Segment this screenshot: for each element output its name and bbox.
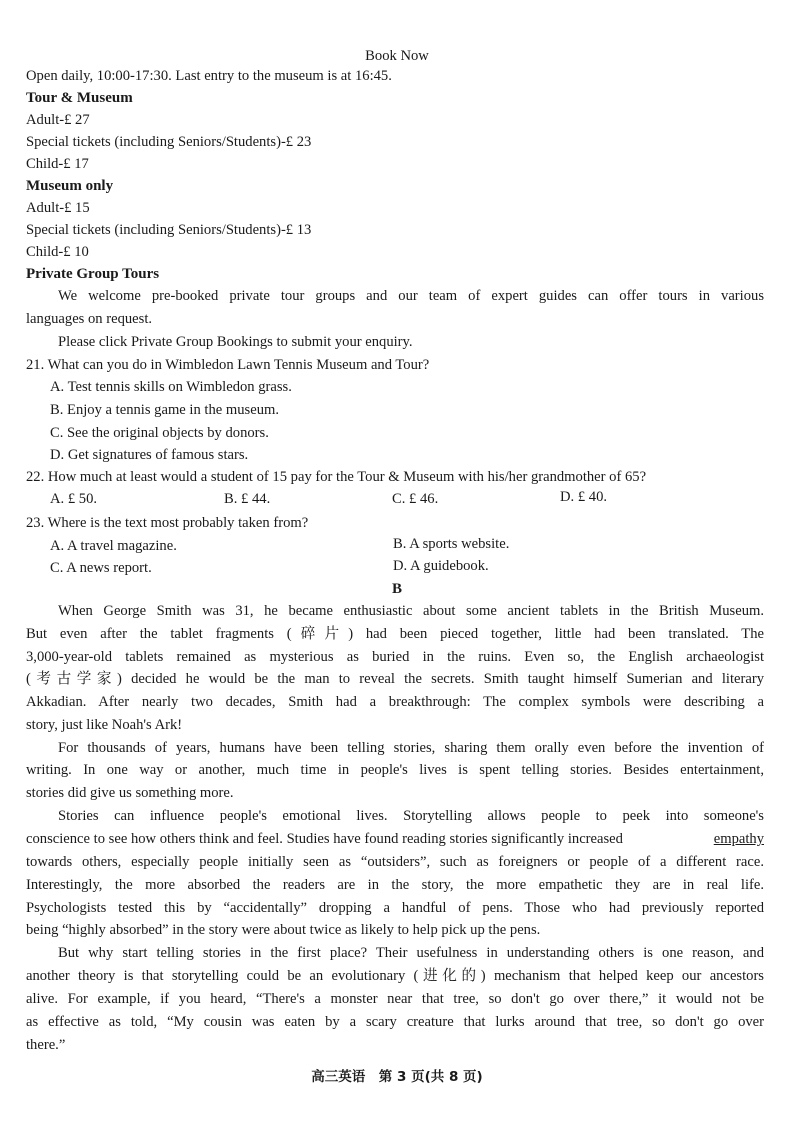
tour-special-price: Special tickets (including Seniors/Students)-£ 23 xyxy=(26,134,312,150)
passage-line: as effective as told, “My cousin was eaten by a scary creature that lurks around that tree, so don't go over xyxy=(26,1014,764,1030)
page-header-title: Book Now xyxy=(365,48,429,64)
private-tours-text-line: We welcome pre-booked private tour groups and our team of expert guides can offer tours in various xyxy=(58,288,764,304)
question-21-option-a: A. Test tennis skills on Wimbledon grass. xyxy=(50,379,292,395)
museum-special-price: Special tickets (including Seniors/Students)-£ 13 xyxy=(26,222,312,238)
question-22-option-b: B. £ 44. xyxy=(224,491,271,507)
question-22-option-d: D. £ 40. xyxy=(560,489,608,505)
passage-line: Interestingly, the more absorbed the readers are in the story, the more empathetic they are in real life. xyxy=(26,877,764,893)
passage-line: stories did give us something more. xyxy=(26,785,234,801)
question-21-option-b: B. Enjoy a tennis game in the museum. xyxy=(50,402,280,418)
private-tours-heading: Private Group Tours xyxy=(26,266,160,282)
question-23-option-c: C. A news report. xyxy=(50,560,152,576)
passage-line: 3,000-year-old tablets remained as mysterious as buried in the ruins. Even so, the English archaeologist xyxy=(26,649,764,665)
private-tours-enquiry: Please click Private Group Bookings to submit your enquiry. xyxy=(58,334,413,350)
museum-child-price: Child-£ 10 xyxy=(26,244,89,260)
question-22-stem: 22. How much at least would a student of 15 pay for the Tour & Museum with his/her grandmother of 65? xyxy=(26,469,647,485)
passage-line: Stories can influence people's emotional lives. Storytelling allows people to peek into someone's xyxy=(58,808,764,824)
passage-line: being “highly absorbed” in the story were about twice as likely to help pick up the pens. xyxy=(26,922,541,938)
private-tours-text-line: languages on request. xyxy=(26,311,153,327)
passage-line: But even after the tablet fragments (碎片) had been pieced together, little had been translated. The xyxy=(26,626,764,642)
section-b-label: B xyxy=(391,581,402,597)
question-23-option-d: D. A guidebook. xyxy=(393,558,489,574)
passage-line: For thousands of years, humans have been telling stories, sharing them orally even before the invention of xyxy=(58,740,764,756)
page-footer: 高三英语 第 3 页(共 8 页) xyxy=(311,1069,483,1085)
passage-line: there.” xyxy=(26,1037,66,1053)
passage-line: another theory is that storytelling could be an evolutionary (进化的) mechanism that helped keep our ancestors xyxy=(26,968,764,984)
passage-line: Akkadian. After nearly two decades, Smith had a breakthrough: The complex symbols were describing a xyxy=(26,694,764,710)
opening-hours: Open daily, 10:00-17:30. Last entry to the museum is at 16:45. xyxy=(26,68,392,84)
passage-line: Psychologists tested this by “accidentally” dropping a handful of pens. Those who had previously reported xyxy=(26,900,764,916)
passage-line: towards others, especially people initially seen as “outsiders”, such as foreigners or people of a different race. xyxy=(26,854,764,870)
question-22-option-a: A. £ 50. xyxy=(50,491,98,507)
tour-child-price: Child-£ 17 xyxy=(26,156,89,172)
question-22-option-c: C. £ 46. xyxy=(392,491,439,507)
passage-line xyxy=(26,830,764,848)
museum-only-heading: Museum only xyxy=(26,178,114,194)
passage-line: alive. For example, if you heard, “There's a monster near that tree, so don't go over there,” it would not be xyxy=(26,991,764,1007)
passage-text: conscience to see how others think and feel. Studies have found reading stories significantly increased xyxy=(26,831,627,847)
passage-line: When George Smith was 31, he became enthusiastic about some ancient tablets in the British Museum. xyxy=(58,603,764,619)
museum-adult-price: Adult-£ 15 xyxy=(26,200,90,216)
tour-adult-price: Adult-£ 27 xyxy=(26,112,90,128)
passage-line: (考古学家) decided he would be the man to reveal the secrets. Smith taught himself Sumerian and literary xyxy=(26,671,764,687)
passage-line: But why start telling stories in the first place? Their usefulness in understanding others is one reason, and xyxy=(58,945,764,961)
question-21-option-c: C. See the original objects by donors. xyxy=(50,425,269,441)
passage-line: story, just like Noah's Ark! xyxy=(26,717,183,733)
question-21-stem: 21. What can you do in Wimbledon Lawn Tennis Museum and Tour? xyxy=(26,357,430,373)
question-23-option-a: A. A travel magazine. xyxy=(50,538,177,554)
question-23-option-b: B. A sports website. xyxy=(393,536,510,552)
question-21-option-d: D. Get signatures of famous stars. xyxy=(50,447,249,463)
tour-museum-heading: Tour & Museum xyxy=(26,90,133,106)
underlined-word-empathy: empathy xyxy=(713,831,764,847)
passage-line: writing. In one way or another, much time in people's lives is spent telling stories. Besides entertainment, xyxy=(26,762,764,778)
question-23-stem: 23. Where is the text most probably taken from? xyxy=(26,515,309,531)
